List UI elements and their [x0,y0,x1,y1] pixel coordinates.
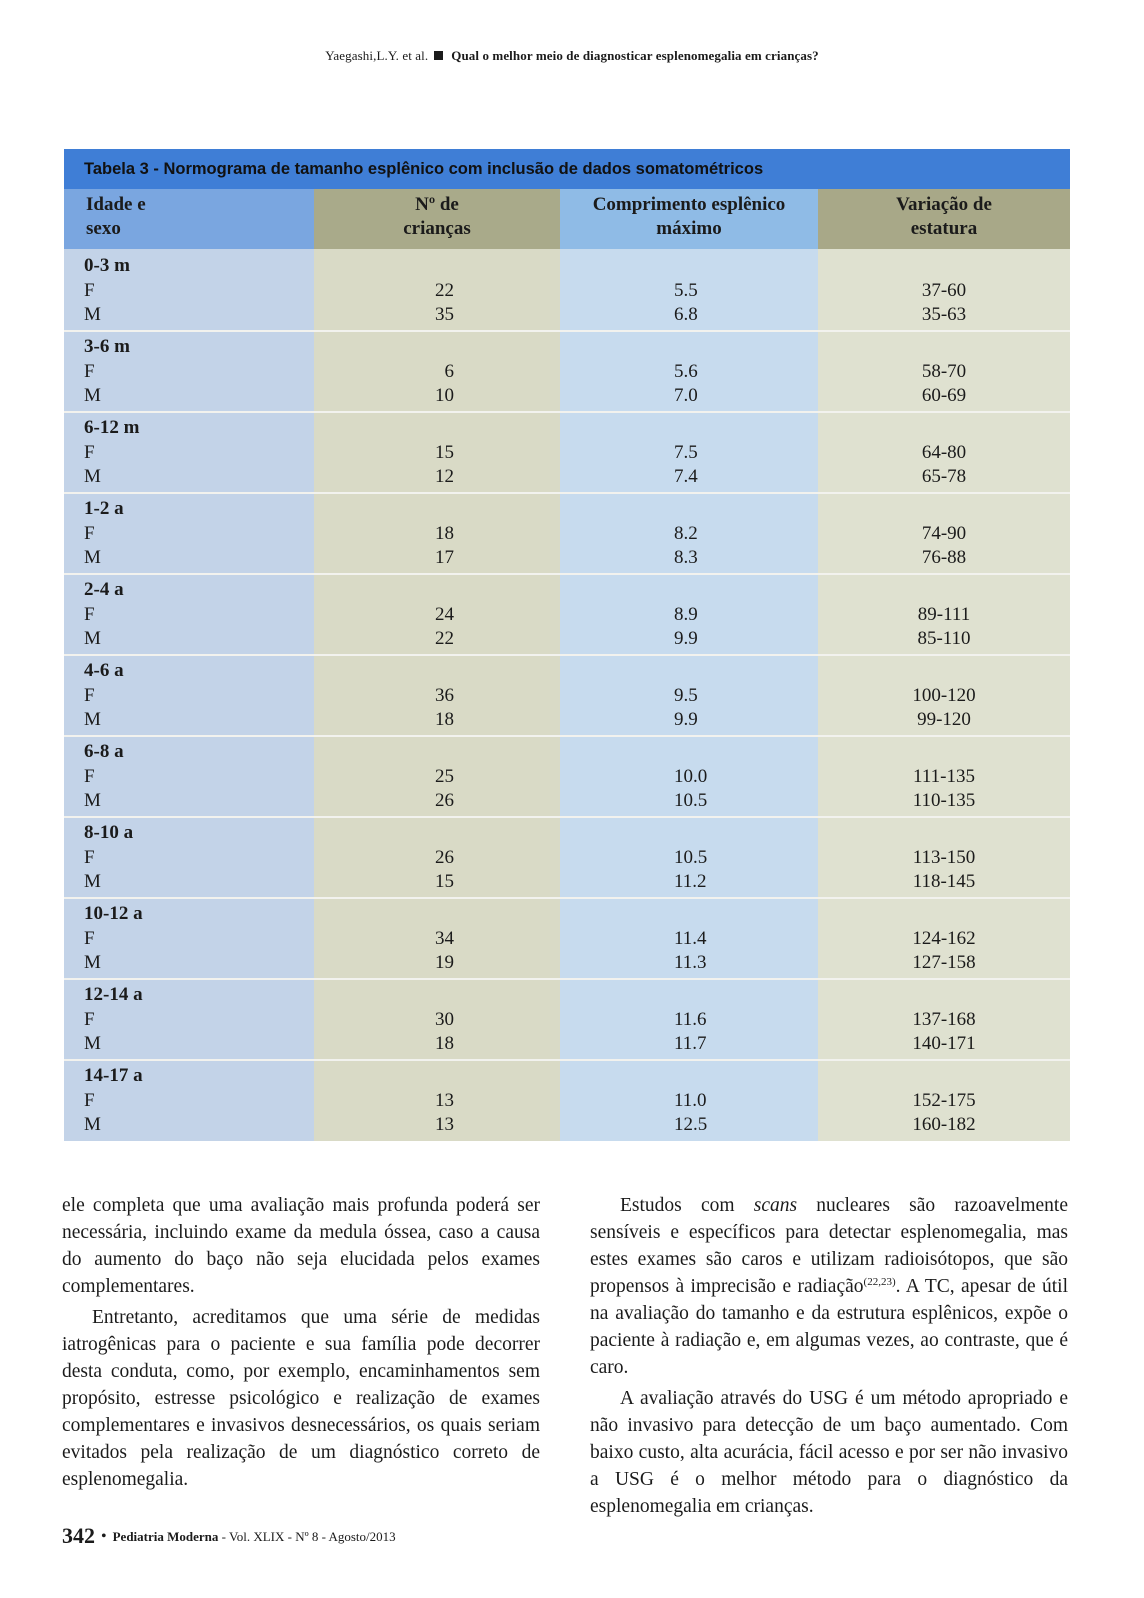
page-footer [62,1523,396,1549]
table-caption: Tabela 3 - Normograma de tamanho esplênico com inclusão de dados somatométricos [64,149,1070,189]
group-label: 8-10 a [84,822,134,843]
page-number: 342 [62,1523,95,1548]
row-separator [64,654,1070,656]
table-row: F 36 9.5 100-120 [84,685,976,706]
table-group [64,492,1070,573]
column-header-count: Nº de crianças [403,194,471,239]
table-group [64,249,1070,330]
group-label: 6-12 m [84,417,140,438]
table-row: F 25 10.0 111-135 [84,766,975,787]
row-separator [64,492,1070,494]
table-row: M 10 7.0 60-69 [84,385,967,406]
row-separator [64,897,1070,899]
table-row: M 22 9.9 85-110 [84,628,971,649]
table-row: F 6 5.6 58-70 [84,361,967,382]
paragraph: ele completa que uma avaliação mais profunda poderá ser necessária, incluindo exame da medula óssea, caso a causa do aumento do baço não seja elucidada pelos exames complementares. [62,1195,540,1297]
table-row: F 26 10.5 113-150 [84,847,976,868]
row-separator [64,978,1070,980]
column-header-length: Comprimento esplênico máximo [592,194,786,239]
table-row: M 12 7.4 65-78 [84,466,967,487]
table-row: M 35 6.8 35-63 [84,304,967,325]
row-separator [64,330,1070,332]
table-row: M 15 11.2 118-145 [84,871,976,892]
body-column-left [62,1192,540,1493]
square-bullet-icon [434,51,443,60]
paragraph: Entretanto, acreditamos que uma série de medidas iatrogênicas para o paciente e sua família pode decorrer desta conduta, como, por exemplo, encaminhamentos sem propósito, estresse psicológico e realização de exames complementares e invasivos desnecessários, os quais seriam evitados pela realização de um diagnóstico correto de esplenomegalia. [62,1307,540,1490]
table-row: M 19 11.3 127-158 [84,952,976,973]
body-column-right [590,1192,1068,1520]
emphasis: scans [753,1195,798,1216]
table-row: F 22 5.5 37-60 [84,280,967,301]
row-separator [64,573,1070,575]
table-group [64,411,1070,492]
citation-ref: (22,23) [863,1276,896,1288]
table-group [64,978,1070,1059]
table-row: F 24 8.9 89-111 [84,604,971,625]
table-row: F 13 11.0 152-175 [84,1090,976,1111]
table-3 [64,149,1070,1141]
table-row: F 30 11.6 137-168 [84,1009,976,1030]
group-label: 14-17 a [84,1065,143,1086]
group-label: 1-2 a [84,498,124,519]
group-label: 0-3 m [84,255,130,276]
header-title: Qual o melhor meio de diagnosticar esplenomegalia em crianças? [451,48,819,63]
journal-name: Pediatria Moderna [112,1529,219,1544]
row-separator [64,735,1070,737]
table-group [64,573,1070,654]
group-label: 2-4 a [84,579,124,600]
table-group [64,735,1070,816]
group-label: 10-12 a [84,903,143,924]
table-row: M 18 11.7 140-171 [84,1033,976,1054]
table-group [64,654,1070,735]
issue-info: - Vol. XLIX - Nº 8 - Agosto/2013 [221,1529,396,1544]
table-row: F 15 7.5 64-80 [84,442,967,463]
table-row: M 26 10.5 110-135 [84,790,976,811]
table-group [64,897,1070,978]
table-row: F 18 8.2 74-90 [84,523,967,544]
paragraph: Estudos com scans nucleares são razoavelmente sensíveis e específicos para detectar esplenomegalia, mas estes exames são caros e utilizam radioisótopos, que são propensos à imprecisão e radiação$^{(22,23)}$. A TC, apesar de útil na avaliação do tamanho e da estrutura esplênicos, expõe o paciente à radiação e, em algumas vezes, ao contraste, que é caro. [590,1195,1069,1378]
header-authors: Yaegashi,L.Y. et al. [325,48,429,63]
group-label: 3-6 m [84,336,130,357]
row-separator [64,1059,1070,1061]
running-header [0,48,1144,64]
table-row: F 34 11.4 124-162 [84,928,976,949]
table-group [64,816,1070,897]
table-row: M 13 12.5 160-182 [84,1114,976,1135]
group-label: 12-14 a [84,984,143,1005]
group-label: 4-6 a [84,660,124,681]
table-row: M 18 9.9 99-120 [84,709,971,730]
row-separator [64,816,1070,818]
column-header-range: Variação de estatura [896,194,992,239]
bullet-icon: • [101,1528,107,1545]
row-separator [64,411,1070,413]
table-group [64,1059,1070,1140]
column-header-age-sex: Idade e sexo [86,194,146,239]
table-group [64,330,1070,411]
group-label: 6-8 a [84,741,124,762]
paragraph: A avaliação através do USG é um método apropriado e não invasivo para detecção de um baço aumentado. Com baixo custo, alta acurácia, fácil acesso e por ser não invasivo a USG é o melhor método para o diagnóstico da esplenomegalia em crianças. [590,1388,1068,1517]
table-row: M 17 8.3 76-88 [84,547,967,568]
